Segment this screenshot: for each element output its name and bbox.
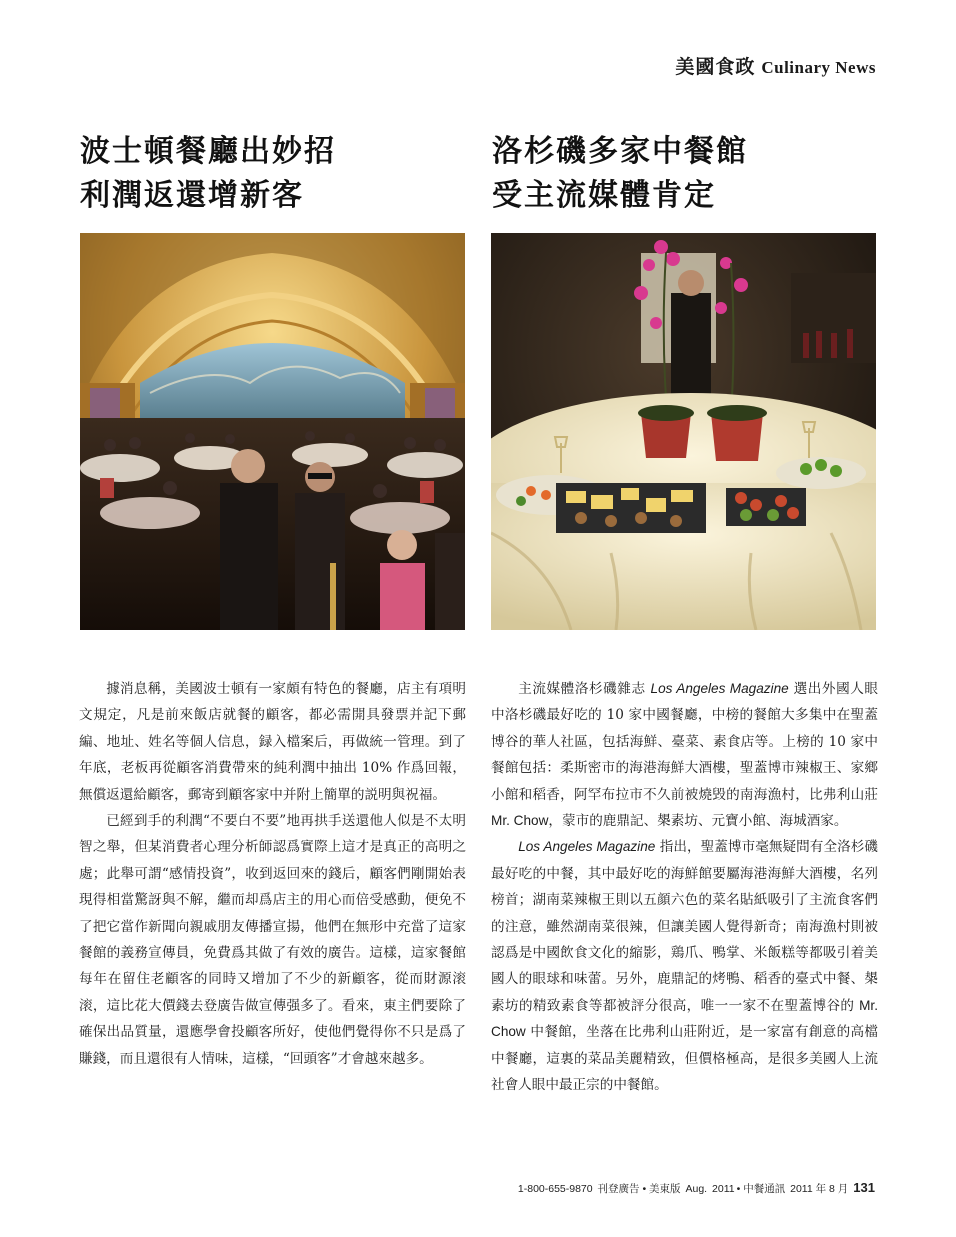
right-headline — [492, 130, 748, 218]
footer-magazine: • 中餐通訊 — [736, 1183, 786, 1195]
right-paragraph-1 — [491, 676, 878, 834]
magazine-name: Los Angeles Magazine — [650, 681, 789, 696]
restaurant-hall-photo — [80, 233, 465, 630]
section-title-zh: 美國食政 — [675, 56, 756, 78]
left-article-body — [79, 676, 466, 1072]
mr-chow-name: Mr. Chow — [491, 997, 878, 1040]
footer-publication: 刊登廣告 • 美東版 — [597, 1183, 681, 1195]
left-paragraph-2: 已經到手的利潤“不要白不要”地再拱手送還他人似是不太明智之舉，但某消費者心理分析師認爲實際上這才是真正的高明之處；此舉可謂“感情投資”，收到返回來的錢后，顧客們剛開始表現得相當驚訝與不解，繼而却爲店主的用心而倍受感動，便免不了把它當作新聞向親戚朋友傳播宣揚，他們在無形中充當了這家餐館的義務宣傳員，免費爲其做了有效的廣告。這樣，這家餐館每年在留住老顧客的同時又增加了不少的新顧客，從而財源滚滚，這比花大價錢去登廣告做宣傳强多了。看來，東主們要除了確保出品質量，還應學會投顧客所好，使他們覺得你不只是爲了賺錢，而且還很有人情味，這樣，“回頭客”才會越來越多。 — [79, 813, 466, 1067]
right-paragraph-2 — [491, 834, 878, 1098]
buffet-table-photo — [491, 233, 876, 630]
footer-phone: 1-800-655-9870 — [517, 1183, 593, 1195]
section-header — [675, 52, 876, 79]
page-footer — [517, 1180, 876, 1196]
right-article-body — [491, 676, 878, 1099]
mr-chow-name: Mr. Chow — [491, 813, 549, 829]
left-paragraph-1: 據消息稱，美國波士頓有一家頗有特色的餐廳，店主有項明文規定，凡是前來飯店就餐的顧客，都必需開具發票并記下郵編、地址、姓名等個人信息，録入檔案后，再做統一管理。到了年底，老板再從顧客消費帶來的純利潤中抽出 10% 作爲回報，無償返還給顧客，郵寄到顧客家中并附上簡單的説明與祝福。 — [79, 681, 466, 803]
footer-month: Aug. — [685, 1183, 708, 1195]
left-headline — [80, 130, 336, 218]
section-title-en: Culinary News — [761, 58, 876, 77]
left-headline-line-1: 波士頓餐廳出妙招 — [80, 134, 336, 169]
footer-year: 2011 — [712, 1183, 735, 1195]
footer-date-zh: 2011 年 8 月 — [790, 1183, 849, 1195]
right-headline-line-1: 洛杉磯多家中餐館 — [492, 134, 748, 169]
right-p1-text-c: ，蒙市的鹿鼎記、槼素坊、元寶小館、海城酒家。 — [548, 813, 848, 830]
right-p2-text-b: 中餐館，坐落在比弗利山莊附近，是一家富有創意的高檔中餐廳，這裏的菜品美麗精致，但價格極高，是很多美國人上流社會人眼中最正宗的中餐館。 — [491, 1024, 878, 1094]
magazine-name: Los Angeles Magazine — [518, 839, 656, 855]
page-number: 131 — [853, 1180, 875, 1195]
left-headline-line-2: 利潤返還增新客 — [80, 178, 304, 213]
right-p1-text-a: 主流媒體洛杉磯雜志 — [518, 681, 651, 697]
right-headline-line-2: 受主流媒體肯定 — [492, 178, 716, 213]
right-p1-text-b: 選出外國人眼中洛杉磯最好吃的 10 家中國餐廳，中榜的餐館大多集中在聖蓋博谷的華人社區，包括海鮮、臺菜、素食店等。上榜的 10 家中餐館包括：柔斯密市的海港海鮮大酒樓，聖蓋博市辣椒王、家鄉小館和稻香，阿罕布拉市不久前被燒毁的南海漁村，比弗利山莊 — [491, 681, 878, 803]
right-p2-text-a: 指出，聖蓋博市毫無疑問有全洛杉磯最好吃的中餐，其中最好吃的海鮮館要屬海港海鮮大酒樓，名列榜首；湖南菜辣椒王則以五顔六色的菜名貼紙吸引了主流食客們的注意，雖然湖南菜很辣，但讓美國人覺得新奇；南海漁村則被認爲是中國飲食文化的縮影，鶏爪、鴨掌、米飯糕等都吸引着美國人的眼球和味蕾。另外，鹿鼎記的烤鴨、稻香的臺式中餐、槼素坊的精致素食等都被評分很高，唯一一家不在聖蓋博谷的 — [491, 839, 878, 1014]
